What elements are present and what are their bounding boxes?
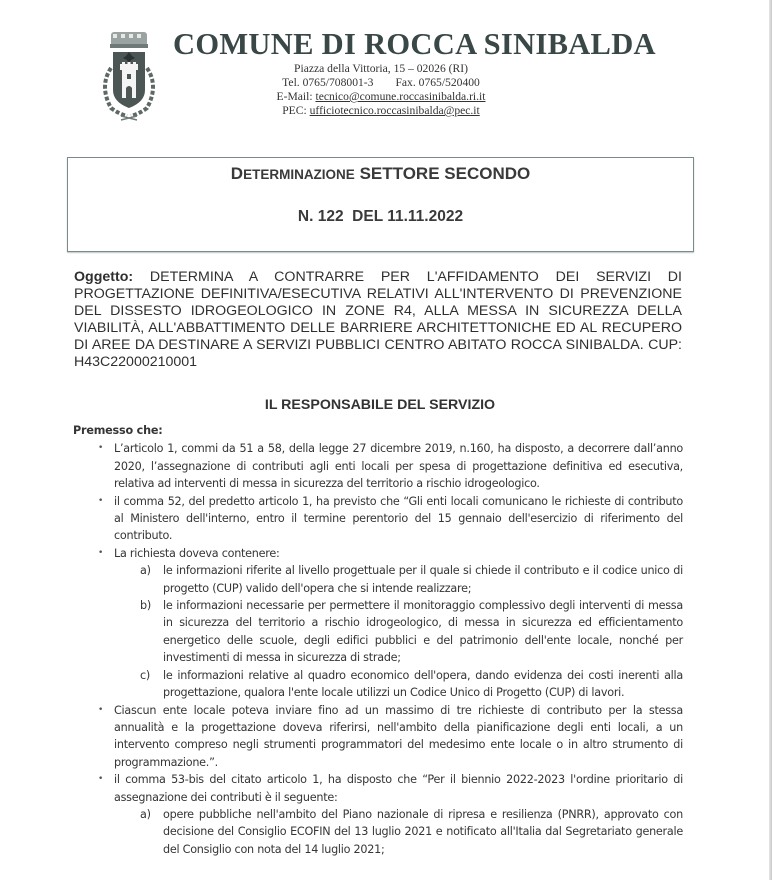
municipality-title: COMUNE DI ROCCA SINIBALDA — [173, 27, 656, 61]
ordine-sublist — [73, 806, 683, 858]
determination-box — [67, 157, 694, 252]
sublist-item-text: opere pubbliche nell'ambito del Piano nazionale di ripresa e resilienza (PNRR), approvato con decisione del Consiglio ECOFIN del 13 luglio 2021 e notificato all'Italia dal Segretariato generale del Consiglio con nota del 14 luglio 2021; — [163, 807, 683, 856]
phone: Tel. 0765/708001-3 — [282, 76, 374, 89]
premesso-list — [73, 440, 683, 858]
richiesta-sublist — [73, 562, 683, 701]
sublist-marker: c) — [140, 668, 151, 682]
sublist-marker: a) — [140, 807, 151, 821]
list-item — [73, 771, 683, 858]
pec-label: PEC: — [282, 104, 307, 117]
subject-text: DETERMINA A CONTRARRE PER L'AFFIDAMENTO DEI SERVIZI DI PROGETTAZIONE DEFINITIVA/ESECUTIVA RELATIVI ALL'INTERVENTO DI PREVENZIONE DEL DISSESTO IDROGEOLOGICO IN ZONE R4, ALLA MESSA IN SICUREZZA DELLA VIABILITÀ, ALL'ABBATTIMENTO DELLE BARRIERE ARCHITETTONICHE ED AL RECUPERO DI AREE DA DESTINARE A SERVIZI PUBBLICI CENTRO ABITATO ROCCA SINIBALDA. CUP: H43C22000210001 — [74, 269, 682, 370]
bullet-icon: • — [98, 495, 104, 506]
phone-fax-line — [250, 76, 512, 90]
title-rest: SETTORE SECONDO — [359, 164, 531, 183]
premesso-label: Premesso che: — [73, 424, 163, 437]
list-item-text: il comma 52, del predetto articolo 1, ha previsto che “Gli enti locali comunicano le richieste di contributo al Ministero dell'interno, entro il termine perentorio del 15 gennaio dell'esercizio di riferimento del contributo. — [114, 494, 683, 543]
coat-of-arms-icon — [97, 30, 161, 122]
address: Piazza della Vittoria, 15 – 02026 (RI) — [294, 62, 468, 75]
bullet-icon: • — [98, 774, 104, 785]
sublist-marker: a) — [140, 564, 151, 578]
responsabile-heading: IL RESPONSABILE DEL SERVIZIO — [264, 397, 496, 413]
pec-link[interactable]: ufficiotecnico.roccasinibalda@pec.it — [309, 104, 480, 117]
sublist-item-text: le informazioni necessarie per permettere il monitoraggio complessivo degli interventi di messa in sicurezza del territorio a rischio idrogeologico, di messa in sicurezza ed efficientamento energetico delle scuole, degli edifici pubblici e del patrimonio dell'ente locale, nonché per investimenti di messa in sicurezza di strade; — [163, 599, 683, 665]
pec-line — [250, 104, 512, 118]
email-label: E-Mail: — [276, 90, 313, 103]
title-smallcaps: ETERMINAZIONE — [243, 167, 355, 182]
list-item — [73, 545, 683, 702]
sublist-item — [73, 562, 683, 597]
sublist-item — [73, 806, 683, 858]
sublist-item — [73, 597, 683, 667]
subject-label: Oggetto: — [74, 269, 134, 285]
determination-title — [68, 164, 693, 184]
sublist-marker: b) — [140, 599, 151, 613]
bullet-icon: • — [98, 704, 104, 715]
list-item-text: La richiesta doveva contenere: — [114, 546, 280, 560]
list-item — [73, 493, 683, 545]
list-item — [73, 702, 683, 772]
fax: Fax. 0765/520400 — [395, 76, 480, 89]
list-item-text: il comma 53-bis del citato articolo 1, ha disposto che “Per il biennio 2022-2023 l'ordine prioritario di assegnazione dei contributi è il seguente: — [114, 773, 683, 804]
bullet-icon: • — [98, 547, 104, 558]
document-body — [73, 422, 683, 858]
bullet-icon: • — [98, 443, 104, 454]
list-item — [73, 440, 683, 492]
subject-paragraph — [74, 269, 682, 371]
contact-block — [250, 62, 512, 118]
sublist-item-text: le informazioni riferite al livello progettuale per il quale si chiede il contributo e il codice unico di progetto (CUP) valido dell'opera che si intende realizzare; — [163, 564, 683, 595]
email-link[interactable]: tecnico@comune.roccasinibalda.ri.it — [315, 90, 486, 103]
determination-number: N. 122 DEL 11.11.2022 — [297, 208, 464, 225]
list-item-text: Ciascun ente locale poteva inviare fino ad un massimo di tre richieste di contributo per la stessa annualità e la progettazione doveva riferirsi, nell'ambito della pianificazione degli enti locali, a un intervento compreso negli strumenti programmatori del medesimo ente locale o in altro strumento di programmazione.”. — [114, 703, 683, 769]
list-item-text: L’articolo 1, commi da 51 a 58, della legge 27 dicembre 2019, n.160, ha disposto, a decorrere dall’anno 2020, l’assegnazione di contributi agli enti locali per spesa di progettazione definitiva ed esecutiva, relativa ad interventi di messa in sicurezza del territorio a rischio idrogeologico. — [114, 442, 683, 491]
sublist-item-text: le informazioni relative al quadro economico dell'opera, dando evidenza dei costi inerenti alla progettazione, qualora l'ente locale utilizzi un Codice Unico di Progetto (CUP) di lavori. — [163, 668, 683, 700]
title-initial: D — [230, 164, 244, 183]
sublist-item — [73, 667, 683, 702]
email-line — [250, 90, 512, 104]
